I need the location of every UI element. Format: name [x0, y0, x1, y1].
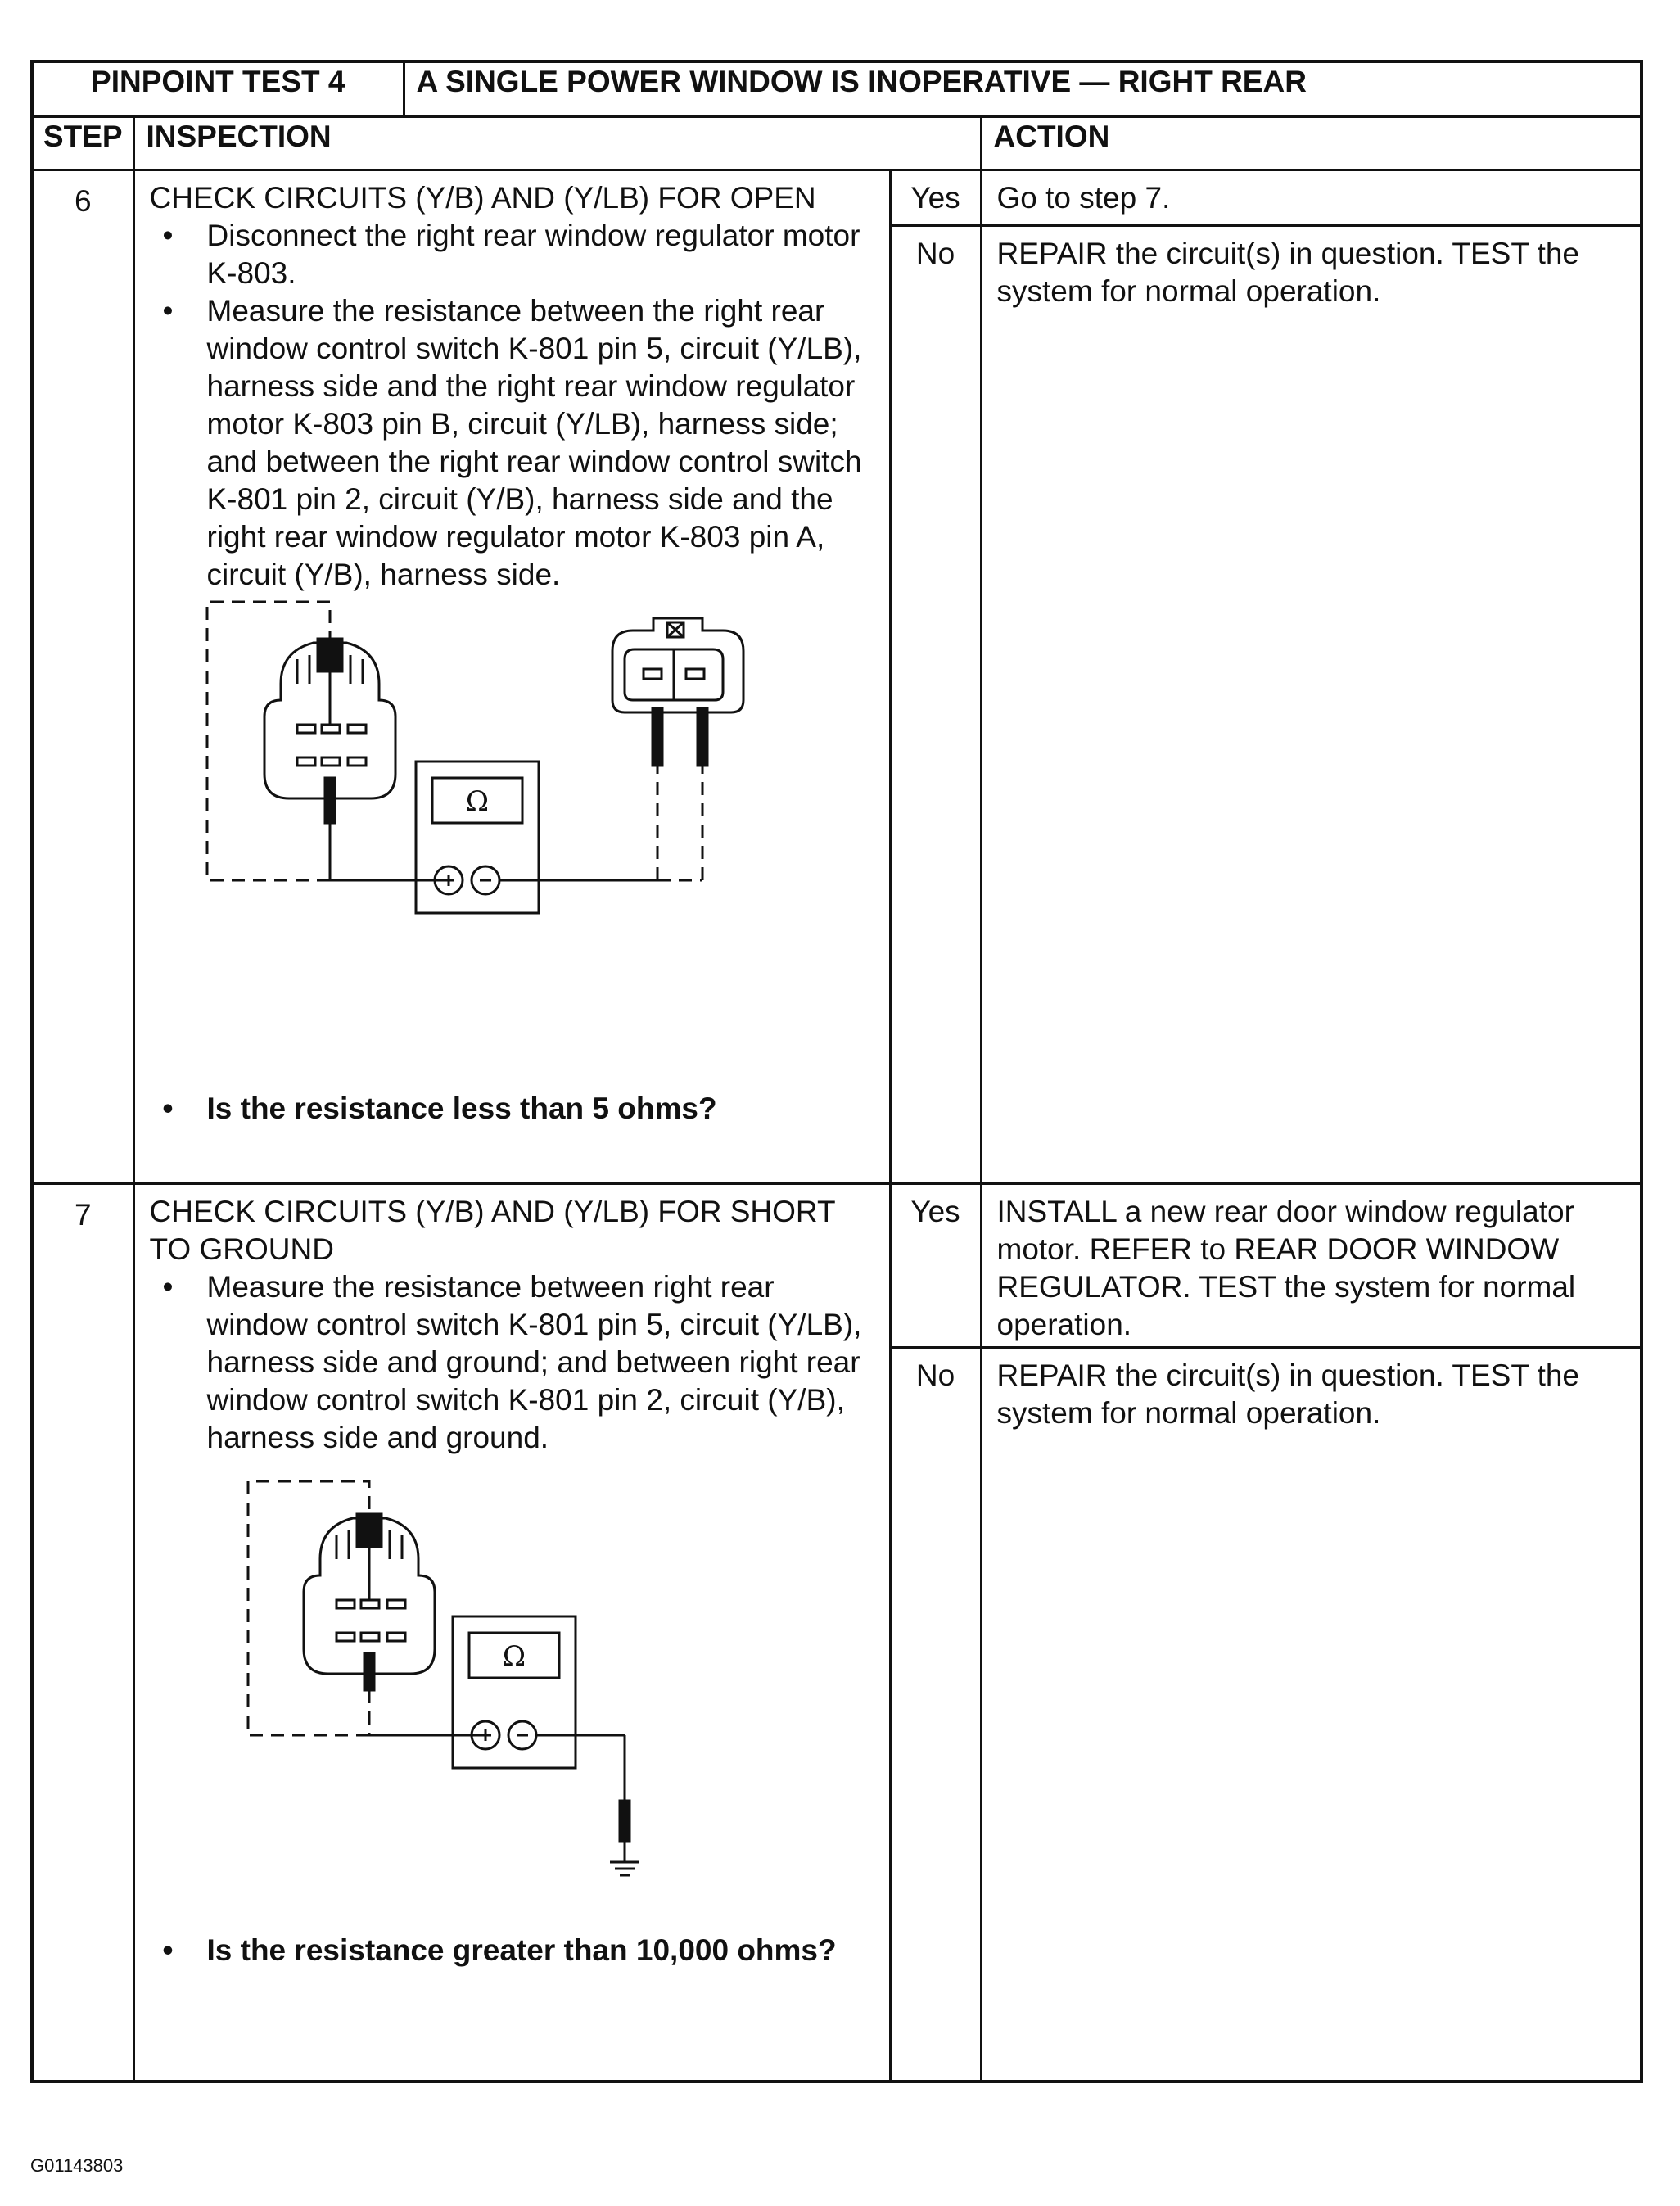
- inspection-question: • Is the resistance less than 5 ohms?: [150, 1090, 876, 1128]
- ohmmeter-icon: [453, 1616, 576, 1768]
- column-header-step: STEP: [32, 117, 133, 170]
- probe-icon: [364, 1653, 374, 1690]
- probe-icon: [698, 708, 707, 766]
- pinpoint-test-table: [30, 60, 1643, 2083]
- answer-yes-action: Go to step 7.: [981, 170, 1642, 226]
- answer-no-action: REPAIR the circuit(s) in question. TEST the system for normal operation.: [981, 226, 1642, 1184]
- answer-yes-action: INSTALL a new rear door window regulator motor. REFER to REAR DOOR WINDOW REGULATOR. TEST the system for normal operation.: [981, 1184, 1642, 1348]
- answer-yes-label: Yes: [890, 170, 981, 226]
- test-label: PINPOINT TEST 4: [32, 61, 404, 117]
- test-header-row: [32, 61, 1642, 117]
- ground-icon: [610, 1842, 639, 1875]
- answer-no-label: No: [890, 226, 981, 1184]
- probe-icon: [620, 1801, 630, 1842]
- probe-icon: [653, 708, 662, 766]
- probe-icon: [325, 778, 335, 823]
- step-6-inspection: [133, 170, 890, 1184]
- step-number: 6: [32, 170, 133, 1184]
- figure-id: G01143803: [30, 2155, 124, 2176]
- answer-no-label: No: [890, 1348, 981, 2082]
- step-7-row-yes: [32, 1184, 1642, 1348]
- inspection-question: • Is the resistance greater than 10,000 ohms?: [150, 1932, 876, 1969]
- svg-text:Ω: Ω: [465, 785, 489, 818]
- motor-connector-icon: [612, 618, 743, 712]
- step-title: CHECK CIRCUITS (Y/B) AND (Y/LB) FOR SHORT TO GROUND: [149, 1195, 835, 1266]
- step-6-row-yes: [32, 170, 1642, 226]
- column-header-action: ACTION: [981, 117, 1642, 170]
- step-title: CHECK CIRCUITS (Y/B) AND (Y/LB) FOR OPEN: [149, 181, 816, 215]
- switch-connector-icon: [304, 1514, 435, 1674]
- ohmmeter-ground-diagram: [150, 1457, 870, 1915]
- inspection-bullet: • Measure the resistance between the right rear window control switch K-801 pin 5, circuit (Y/LB), harness side and the right rear window regulator motor K-803 pin B, circuit (Y/LB), harness side; and between the right rear window control switch K-801 pin 2, circuit (Y/B), harness side and the right rear window regulator motor K-803 pin A, circuit (Y/B), harness side.: [150, 292, 876, 594]
- inspection-bullet: • Disconnect the right rear window regulator motor K-803.: [150, 217, 876, 292]
- column-header-row: [32, 117, 1642, 170]
- column-header-inspection: INSPECTION: [133, 117, 981, 170]
- inspection-bullet: • Measure the resistance between right rear window control switch K-801 pin 5, circuit (Y/LB), harness side and ground; and between right rear window control switch K-801 pin 2, circuit (Y/B), harness side and ground.: [150, 1268, 876, 1457]
- ohmmeter-icon: [416, 762, 539, 913]
- answer-yes-label: Yes: [890, 1184, 981, 1348]
- ohmmeter-open-circuit-diagram: [150, 594, 870, 1069]
- answer-no-action: REPAIR the circuit(s) in question. TEST the system for normal operation.: [981, 1348, 1642, 2082]
- test-title: A SINGLE POWER WINDOW IS INOPERATIVE — RIGHT REAR: [404, 61, 1642, 117]
- svg-text:Ω: Ω: [502, 1640, 526, 1673]
- step-7-inspection: [133, 1184, 890, 2082]
- step-number: 7: [32, 1184, 133, 2082]
- switch-connector-icon: [264, 639, 395, 798]
